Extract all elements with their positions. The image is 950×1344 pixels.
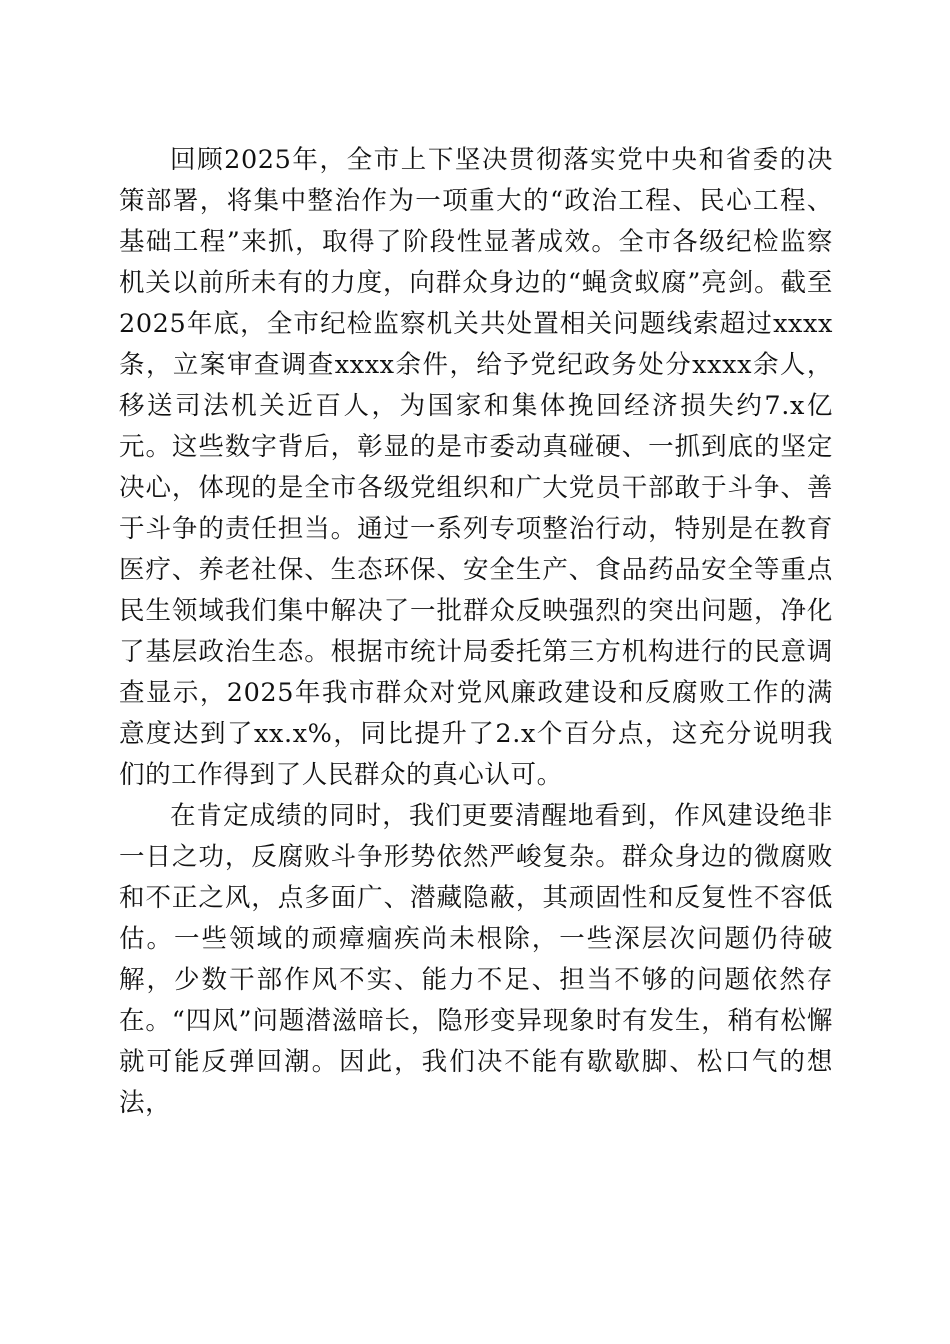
paragraph-challenges: 在肯定成绩的同时，我们更要清醒地看到，作风建设绝非一日之功，反腐败斗争形势依然严峻复杂。群众身边的微腐败和不正之风，点多面广、潜藏隐蔽，其顽固性和反复性不容低估。一些领域的顽瘴痼疾尚未根除，一些深层次问题仍待破解，少数干部作风不实、能力不足、担当不够的问题依然存在。“四风”问题潜滋暗长，隐形变异现象时有发生，稍有松懈就可能反弹回潮。因此，我们决不能有歇歇脚、松口气的想法， (119, 801, 833, 1118)
paragraph-achievements: 回顾2025年，全市上下坚决贯彻落实党中央和省委的决策部署，将集中整治作为一项重大的“政治工程、民心工程、基础工程”来抓，取得了阶段性显著成效。全市各级纪检监察机关以前所未有的力度，向群众身边的“蝇贪蚁腐”亮剑。截至2025年底，全市纪检监察机关共处置相关问题线索超过xxxx条，立案审查调查xxxx余件，给予党纪政务处分xxxx余人，移送司法机关近百人，为国家和集体挽回经济损失约7.x亿元。这些数字背后，彰显的是市委动真碰硬、一抓到底的坚定决心，体现的是全市各级党组织和广大党员干部敢于斗争、善于斗争的责任担当。通过一系列专项整治行动，特别是在教育医疗、养老社保、生态环保、安全生产、食品药品安全等重点民生领域我们集中解决了一批群众反映强烈的突出问题，净化了基层政治生态。根据市统计局委托第三方机构进行的民意调查显示，2025年我市群众对党风廉政建设和反腐败工作的满意度达到了xx.x%，同比提升了2.x个百分点，这充分说明我们的工作得到了人民群众的真心认可。 (119, 145, 833, 790)
document-body (119, 140, 833, 1124)
